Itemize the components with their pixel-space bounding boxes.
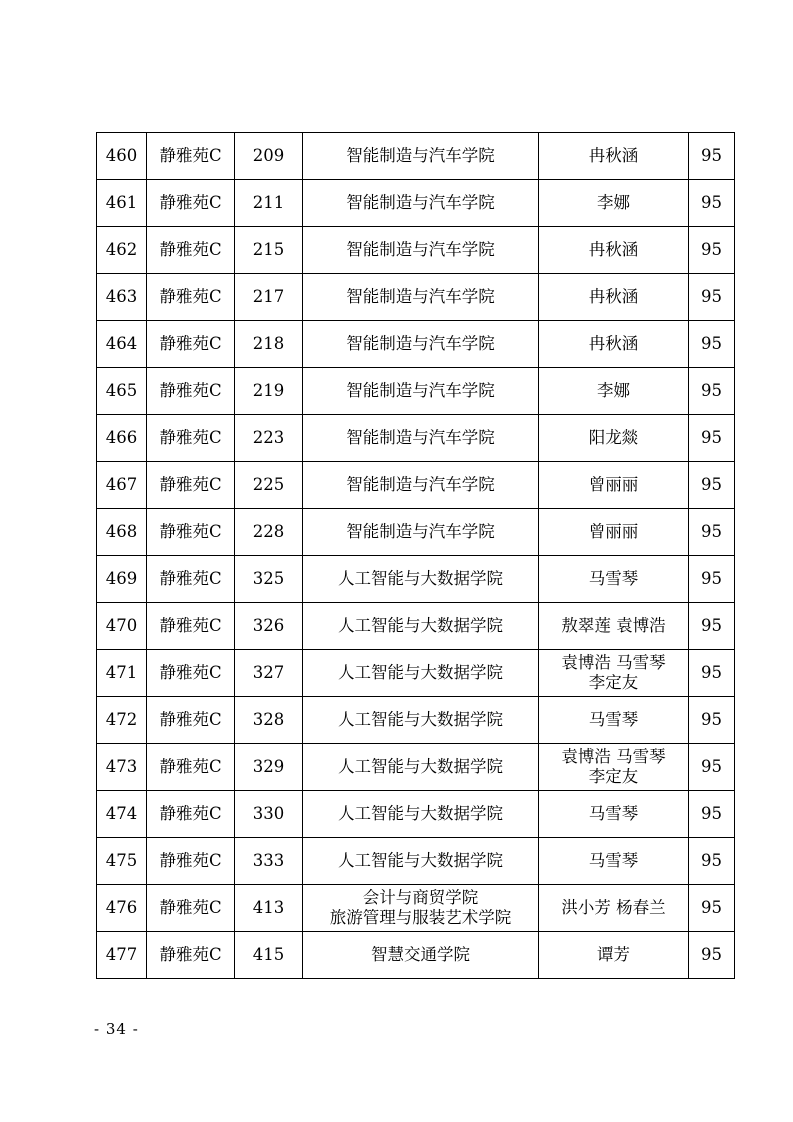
table-row: [97, 462, 735, 509]
college-cell: [303, 368, 539, 415]
building-cell: 静雅苑C: [147, 556, 235, 603]
advisor-line: 李娜: [597, 193, 630, 212]
table-row: [97, 697, 735, 744]
score-cell: 95: [689, 368, 735, 415]
room-number-cell: 215: [235, 227, 303, 274]
score-cell: 95: [689, 650, 735, 697]
room-number-cell: 228: [235, 509, 303, 556]
advisor-line: 袁博浩 马雪琴: [561, 747, 666, 766]
college-line: 智能制造与汽车学院: [346, 522, 495, 541]
score-cell: 95: [689, 603, 735, 650]
table-row: [97, 650, 735, 697]
room-number-cell: 329: [235, 744, 303, 791]
advisor-cell: [539, 368, 689, 415]
row-number-cell: 474: [97, 791, 147, 838]
table-row: [97, 227, 735, 274]
college-line: 智能制造与汽车学院: [346, 193, 495, 212]
row-number-cell: 467: [97, 462, 147, 509]
table-row: [97, 838, 735, 885]
row-number-cell: 475: [97, 838, 147, 885]
college-cell: [303, 462, 539, 509]
room-number-cell: 413: [235, 885, 303, 932]
score-cell: 95: [689, 180, 735, 227]
college-line: 旅游管理与服装艺术学院: [329, 908, 512, 927]
score-cell: 95: [689, 274, 735, 321]
room-number-cell: 327: [235, 650, 303, 697]
college-cell: [303, 274, 539, 321]
advisor-line: 马雪琴: [588, 710, 639, 729]
building-cell: 静雅苑C: [147, 650, 235, 697]
college-line: 智慧交通学院: [371, 945, 470, 964]
advisor-line: 袁博浩 马雪琴: [561, 653, 666, 672]
building-cell: 静雅苑C: [147, 133, 235, 180]
row-number-cell: 469: [97, 556, 147, 603]
building-cell: 静雅苑C: [147, 227, 235, 274]
advisor-cell: [539, 462, 689, 509]
building-cell: 静雅苑C: [147, 838, 235, 885]
college-line: 智能制造与汽车学院: [346, 240, 495, 259]
advisor-line: 李定友: [588, 673, 639, 692]
advisor-line: 曾丽丽: [588, 522, 639, 541]
room-number-cell: 328: [235, 697, 303, 744]
advisor-line: 洪小芳 杨春兰: [561, 898, 666, 917]
college-cell: [303, 744, 539, 791]
advisor-cell: [539, 603, 689, 650]
building-cell: 静雅苑C: [147, 509, 235, 556]
building-cell: 静雅苑C: [147, 697, 235, 744]
college-cell: [303, 697, 539, 744]
college-line: 智能制造与汽车学院: [346, 475, 495, 494]
row-number-cell: 472: [97, 697, 147, 744]
advisor-cell: [539, 227, 689, 274]
score-cell: 95: [689, 509, 735, 556]
table-row: [97, 180, 735, 227]
room-number-cell: 415: [235, 932, 303, 979]
table-row: [97, 885, 735, 932]
row-number-cell: 464: [97, 321, 147, 368]
building-cell: 静雅苑C: [147, 932, 235, 979]
dormitory-score-table: [96, 132, 735, 979]
advisor-line: 马雪琴: [588, 851, 639, 870]
advisor-cell: [539, 791, 689, 838]
advisor-line: 马雪琴: [588, 804, 639, 823]
college-line: 智能制造与汽车学院: [346, 287, 495, 306]
row-number-cell: 477: [97, 932, 147, 979]
advisor-cell: [539, 556, 689, 603]
advisor-cell: [539, 180, 689, 227]
row-number-cell: 461: [97, 180, 147, 227]
page-number: - 34 -: [94, 1020, 139, 1038]
advisor-cell: [539, 415, 689, 462]
college-cell: [303, 321, 539, 368]
college-cell: [303, 603, 539, 650]
college-cell: [303, 932, 539, 979]
college-cell: [303, 509, 539, 556]
advisor-cell: [539, 274, 689, 321]
table-row: [97, 274, 735, 321]
college-cell: [303, 227, 539, 274]
table-row: [97, 133, 735, 180]
row-number-cell: 473: [97, 744, 147, 791]
score-cell: 95: [689, 885, 735, 932]
college-line: 智能制造与汽车学院: [346, 146, 495, 165]
table-row: [97, 791, 735, 838]
row-number-cell: 466: [97, 415, 147, 462]
room-number-cell: 217: [235, 274, 303, 321]
advisor-line: 冉秋涵: [588, 240, 639, 259]
advisor-cell: [539, 932, 689, 979]
advisor-cell: [539, 744, 689, 791]
college-line: 会计与商贸学院: [362, 888, 479, 907]
advisor-cell: [539, 838, 689, 885]
row-number-cell: 468: [97, 509, 147, 556]
advisor-cell: [539, 321, 689, 368]
room-number-cell: 211: [235, 180, 303, 227]
building-cell: 静雅苑C: [147, 180, 235, 227]
college-line: 人工智能与大数据学院: [338, 851, 503, 870]
room-number-cell: 326: [235, 603, 303, 650]
row-number-cell: 470: [97, 603, 147, 650]
room-number-cell: 333: [235, 838, 303, 885]
college-cell: [303, 556, 539, 603]
advisor-line: 阳龙燚: [588, 428, 639, 447]
college-line: 人工智能与大数据学院: [338, 616, 503, 635]
advisor-line: 冉秋涵: [588, 146, 639, 165]
row-number-cell: 471: [97, 650, 147, 697]
room-number-cell: 223: [235, 415, 303, 462]
score-cell: 95: [689, 133, 735, 180]
table-row: [97, 932, 735, 979]
table-row: [97, 368, 735, 415]
room-number-cell: 325: [235, 556, 303, 603]
room-number-cell: 330: [235, 791, 303, 838]
score-cell: 95: [689, 697, 735, 744]
advisor-line: 李定友: [588, 767, 639, 786]
building-cell: 静雅苑C: [147, 415, 235, 462]
college-cell: [303, 885, 539, 932]
score-cell: 95: [689, 415, 735, 462]
college-cell: [303, 415, 539, 462]
advisor-line: 冉秋涵: [588, 334, 639, 353]
building-cell: 静雅苑C: [147, 462, 235, 509]
advisor-line: 李娜: [597, 381, 630, 400]
advisor-line: 谭芳: [597, 945, 630, 964]
advisor-cell: [539, 885, 689, 932]
advisor-cell: [539, 697, 689, 744]
table-row: [97, 415, 735, 462]
college-line: 人工智能与大数据学院: [338, 663, 503, 682]
table-row: [97, 744, 735, 791]
score-cell: 95: [689, 556, 735, 603]
college-cell: [303, 650, 539, 697]
building-cell: 静雅苑C: [147, 321, 235, 368]
score-cell: 95: [689, 462, 735, 509]
building-cell: 静雅苑C: [147, 791, 235, 838]
advisor-line: 曾丽丽: [588, 475, 639, 494]
college-cell: [303, 180, 539, 227]
building-cell: 静雅苑C: [147, 368, 235, 415]
table-row: [97, 321, 735, 368]
table-row: [97, 556, 735, 603]
row-number-cell: 463: [97, 274, 147, 321]
table-row: [97, 603, 735, 650]
room-number-cell: 209: [235, 133, 303, 180]
advisor-cell: [539, 650, 689, 697]
building-cell: 静雅苑C: [147, 744, 235, 791]
college-line: 人工智能与大数据学院: [338, 710, 503, 729]
building-cell: 静雅苑C: [147, 603, 235, 650]
advisor-cell: [539, 133, 689, 180]
college-cell: [303, 133, 539, 180]
room-number-cell: 225: [235, 462, 303, 509]
row-number-cell: 476: [97, 885, 147, 932]
college-line: 人工智能与大数据学院: [338, 569, 503, 588]
college-line: 人工智能与大数据学院: [338, 804, 503, 823]
college-line: 人工智能与大数据学院: [338, 757, 503, 776]
building-cell: 静雅苑C: [147, 885, 235, 932]
advisor-line: 敖翠莲 袁博浩: [561, 616, 666, 635]
advisor-line: 冉秋涵: [588, 287, 639, 306]
college-line: 智能制造与汽车学院: [346, 428, 495, 447]
score-cell: 95: [689, 838, 735, 885]
building-cell: 静雅苑C: [147, 274, 235, 321]
advisor-cell: [539, 509, 689, 556]
advisor-line: 马雪琴: [588, 569, 639, 588]
row-number-cell: 462: [97, 227, 147, 274]
score-cell: 95: [689, 791, 735, 838]
row-number-cell: 465: [97, 368, 147, 415]
row-number-cell: 460: [97, 133, 147, 180]
score-cell: 95: [689, 744, 735, 791]
table-row: [97, 509, 735, 556]
score-cell: 95: [689, 932, 735, 979]
score-cell: 95: [689, 227, 735, 274]
room-number-cell: 219: [235, 368, 303, 415]
room-number-cell: 218: [235, 321, 303, 368]
college-cell: [303, 838, 539, 885]
college-cell: [303, 791, 539, 838]
score-cell: 95: [689, 321, 735, 368]
college-line: 智能制造与汽车学院: [346, 381, 495, 400]
college-line: 智能制造与汽车学院: [346, 334, 495, 353]
